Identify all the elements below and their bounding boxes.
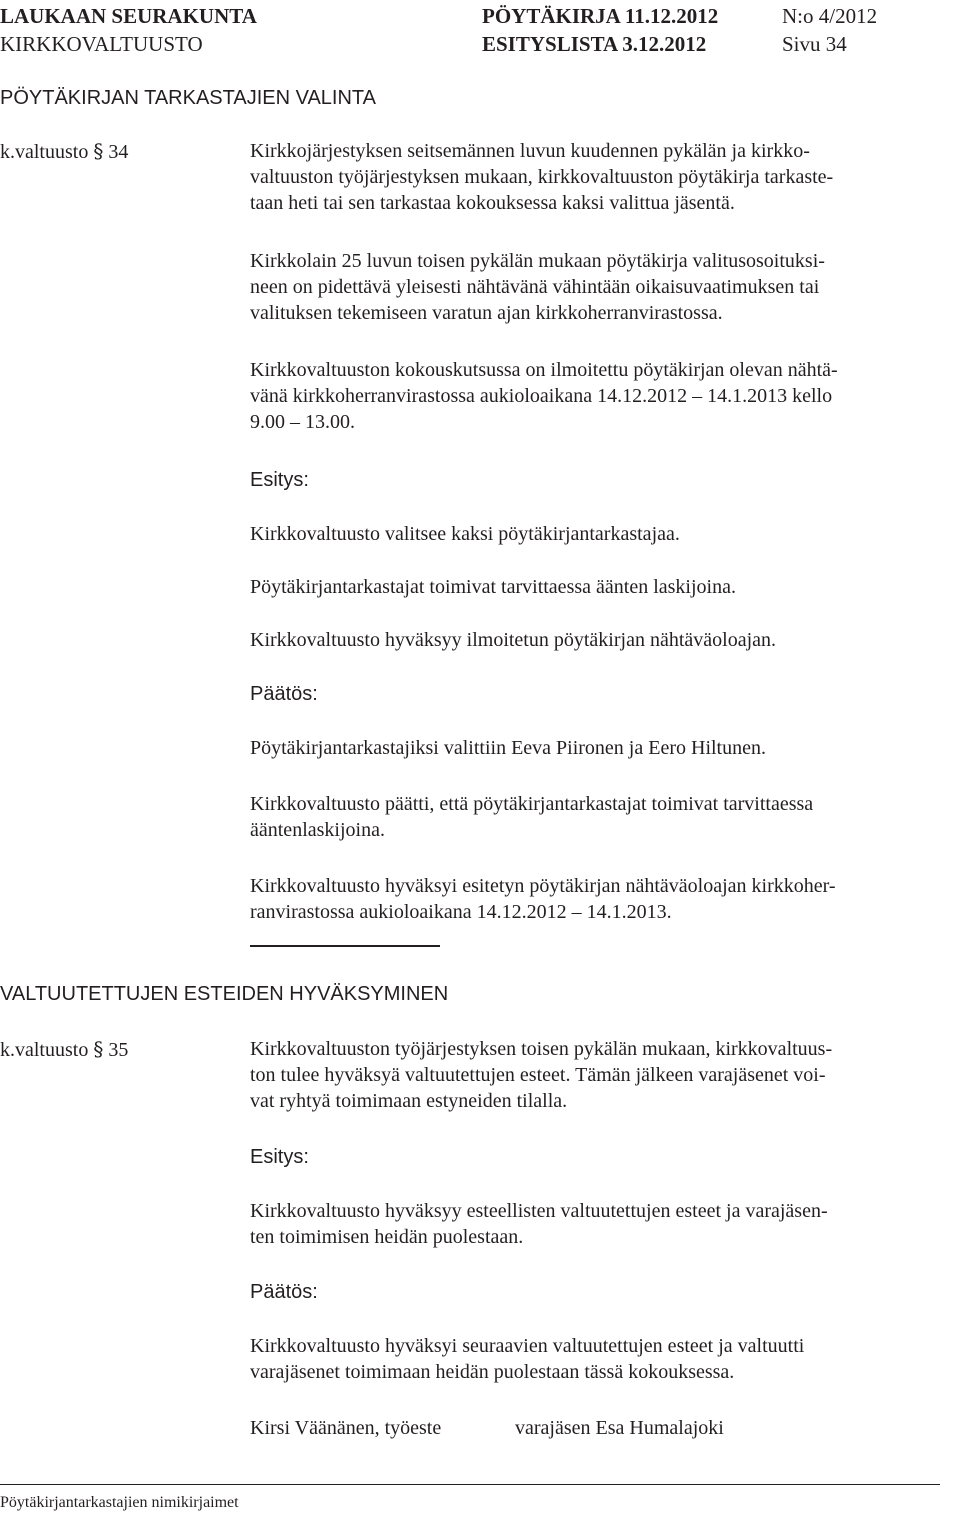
signature-initials-label: Pöytäkirjantarkastajien nimikirjaimet (0, 1494, 239, 1511)
section-symbol: § (93, 1037, 104, 1061)
proposal-label: Esitys: (250, 469, 309, 491)
intro-paragraph (250, 248, 940, 326)
text-line: Kirkkovaltuusto valitsee kaksi pöytäkirjantarkastajaa. (250, 523, 680, 545)
text-line: Kirkkovaltuusto hyväksyy ilmoitetun pöytäkirjan nähtäväoloajan. (250, 629, 777, 651)
decision-paragraph (250, 873, 940, 925)
substitute-member: varajäsen Esa Humalajoki (515, 1417, 724, 1439)
text-line: Kirkkovaltuusto hyväksyi esitetyn pöytäkirjan nähtäväoloajan kirkkoher- (250, 875, 836, 897)
proposal-line (250, 574, 940, 600)
proposal-line (250, 521, 940, 547)
text-line: taan heti tai sen tarkastaa kokouksessa kaksi valittua jäsentä. (250, 192, 735, 214)
proposal-line (250, 627, 940, 653)
text-line: ton tulee hyväksyä valtuutettujen esteet. Tämän jälkeen varajäsenet voi- (250, 1064, 826, 1086)
decision-label: Päätös: (250, 1281, 318, 1303)
agenda-date: ESITYSLISTA 3.12.2012 (482, 32, 707, 56)
proposal-paragraph (250, 1198, 940, 1250)
decision-paragraph (250, 735, 940, 761)
document-number: N:o 4/2012 (782, 4, 878, 28)
text-line: Kirkkolain 25 luvun toisen pykälän mukaan pöytäkirja valitusosoituksi- (250, 250, 825, 272)
section-heading: PÖYTÄKIRJAN TARKASTAJIEN VALINTA (0, 87, 377, 109)
body-name: KIRKKOVALTUUSTO (0, 32, 203, 56)
text-line: ten toimimisen heidän puolestaan. (250, 1226, 524, 1248)
section-symbol: § (93, 139, 104, 163)
page-number: Sivu 34 (782, 32, 847, 56)
text-line: valtuuston työjärjestyksen mukaan, kirkkovaltuuston pöytäkirja tarkaste- (250, 166, 834, 188)
section-reference (0, 1036, 128, 1063)
text-line: vat ryhtyä toimimaan estyneiden tilalla. (250, 1090, 568, 1112)
reference-prefix: k.valtuusto (0, 141, 89, 163)
text-line: valituksen tekemiseen varatun ajan kirkkoherranvirastossa. (250, 302, 723, 324)
text-line: Kirkkovaltuusto päätti, että pöytäkirjantarkastajat toimivat tarvittaessa (250, 793, 814, 815)
intro-paragraph (250, 1036, 940, 1114)
text-line: varajäsenet toimimaan heidän puolestaan tässä kokouksessa. (250, 1361, 735, 1383)
intro-paragraph (250, 357, 940, 435)
decision-label: Päätös: (250, 683, 318, 705)
text-line: vänä kirkkoherranvirastossa aukioloaikana 14.12.2012 – 14.1.2013 kello (250, 385, 833, 407)
text-line: Kirkkovaltuuston kokouskutsussa on ilmoitettu pöytäkirjan olevan nähtä- (250, 359, 838, 381)
proposal-label: Esitys: (250, 1146, 309, 1168)
reference-number: 34 (108, 141, 129, 163)
text-line: Pöytäkirjantarkastajiksi valittiin Eeva Piironen ja Eero Hiltunen. (250, 737, 766, 759)
reference-number: 35 (108, 1039, 129, 1061)
text-line: ranvirastossa aukioloaikana 14.12.2012 – 14.1.2013. (250, 901, 672, 923)
section-reference (0, 138, 128, 165)
intro-paragraph (250, 138, 940, 216)
text-line: ääntenlaskijoina. (250, 819, 385, 841)
text-line: 9.00 – 13.00. (250, 411, 355, 433)
text-line: Kirkkovaltuusto hyväksyy esteellisten valtuutettujen esteet ja varajäsen- (250, 1200, 828, 1222)
text-line: Kirkkojärjestyksen seitsemännen luvun kuudennen pykälän ja kirkko- (250, 140, 810, 162)
decision-paragraph (250, 791, 940, 843)
section-heading: VALTUUTETTUJEN ESTEIDEN HYVÄKSYMINEN (0, 983, 449, 1005)
organization-name: LAUKAAN SEURAKUNTA (0, 4, 257, 28)
text-line: Pöytäkirjantarkastajat toimivat tarvittaessa äänten laskijoina. (250, 576, 736, 598)
text-line: Kirkkovaltuuston työjärjestyksen toisen pykälän mukaan, kirkkovaltuus- (250, 1038, 833, 1060)
absent-member: Kirsi Väänänen, työeste (250, 1417, 442, 1439)
text-line: neen on pidettävä yleisesti nähtävänä vähintään oikaisuvaatimuksen tai (250, 276, 820, 298)
text-line: Kirkkovaltuusto hyväksyi seuraavien valtuutettujen esteet ja valtuutti (250, 1335, 805, 1357)
section-divider (250, 945, 440, 947)
footer-rule (0, 1484, 940, 1485)
reference-prefix: k.valtuusto (0, 1039, 89, 1061)
minutes-date: PÖYTÄKIRJA 11.12.2012 (482, 4, 719, 28)
decision-paragraph (250, 1333, 940, 1385)
